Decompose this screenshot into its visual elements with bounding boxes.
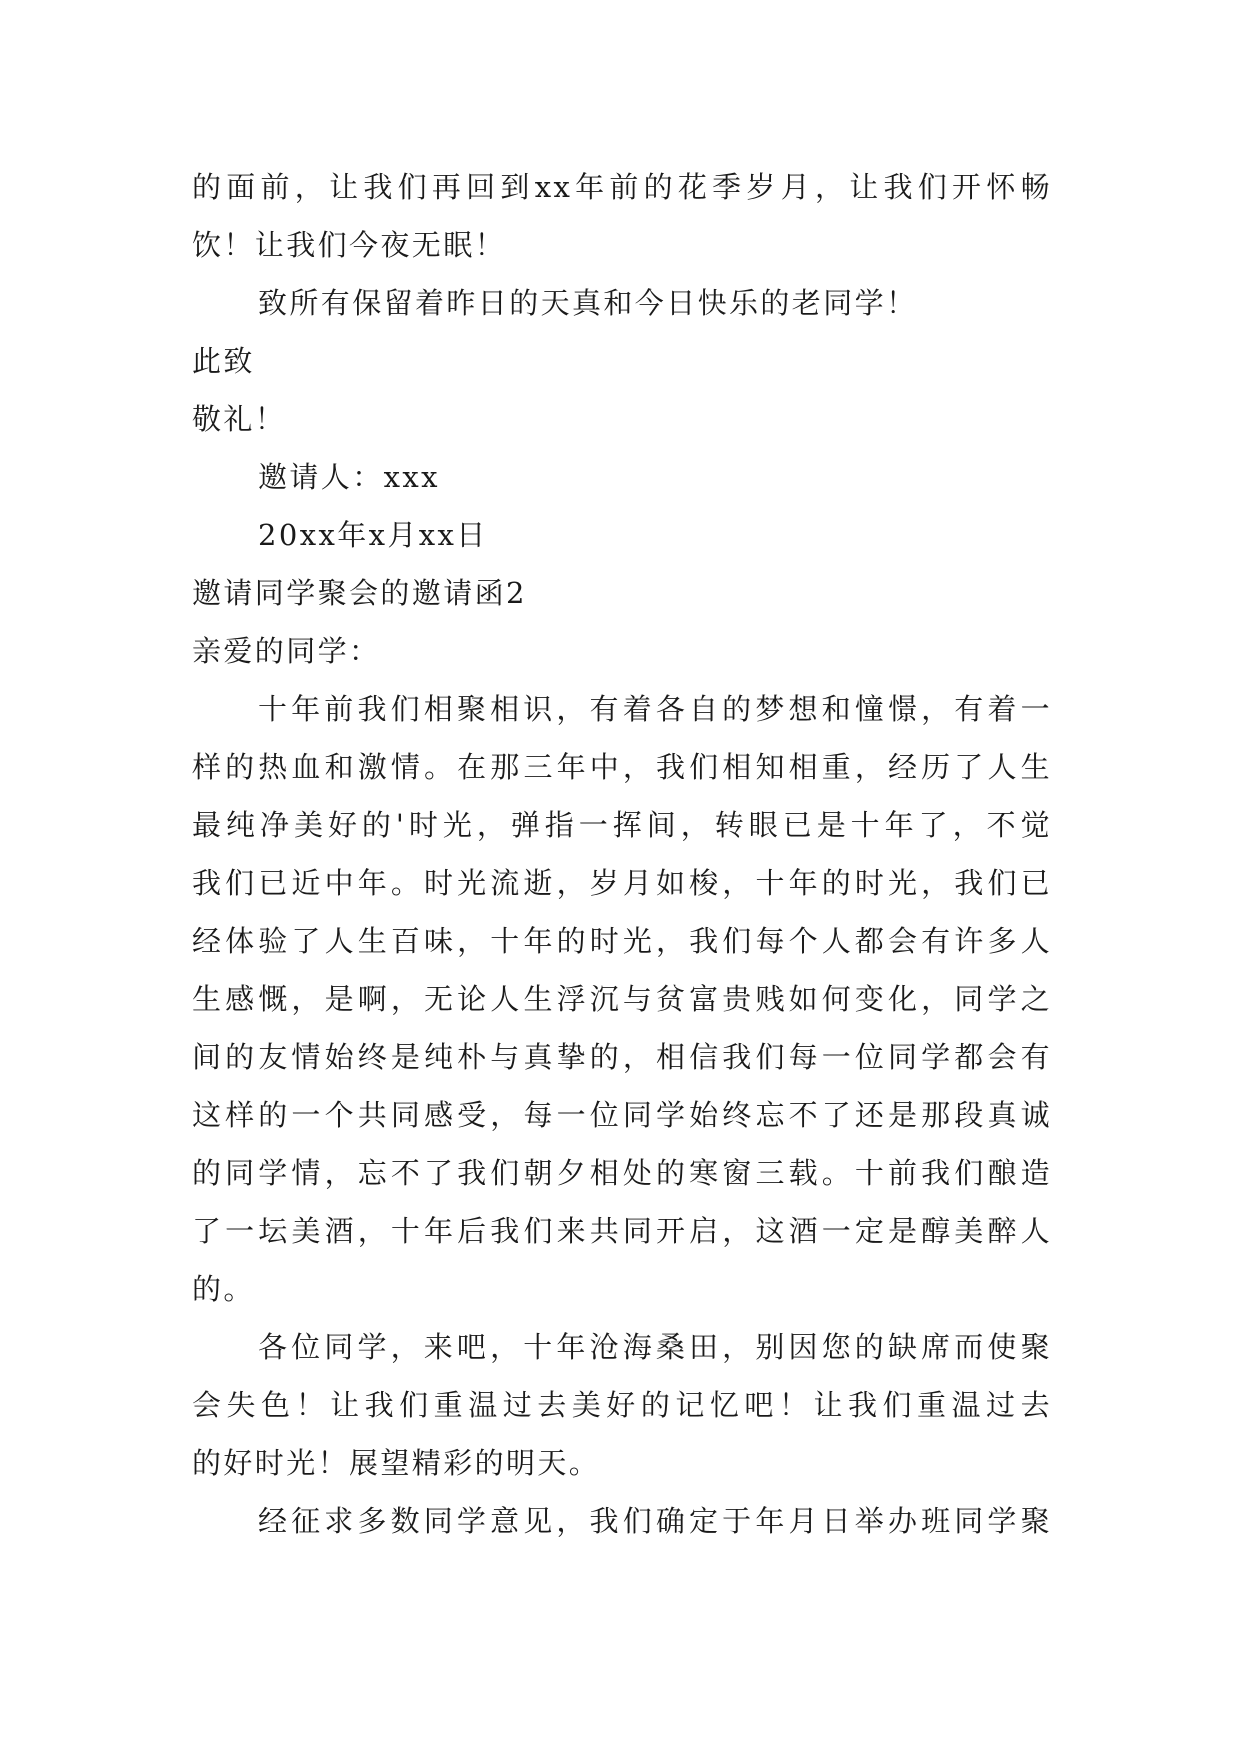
document-body <box>192 158 1052 1550</box>
text-line: 了一坛美酒，十年后我们来共同开启，这酒一定是醇美醉人 <box>192 1214 1052 1248</box>
text-line: 样的热血和激情。在那三年中，我们相知相重，经历了人生 <box>192 750 1052 784</box>
text-line: 经征求多数同学意见，我们确定于年月日举办班同学聚 <box>258 1504 1052 1538</box>
text-line: 间的友情始终是纯朴与真挚的，相信我们每一位同学都会有 <box>192 1040 1052 1074</box>
text-line: 致所有保留着昨日的天真和今日快乐的老同学！ <box>258 286 918 320</box>
text-line: 的好时光！展望精彩的明天。 <box>192 1446 601 1480</box>
text-line: 此致 <box>192 344 255 378</box>
text-line: 的。 <box>192 1272 255 1306</box>
text-line: 亲爱的同学： <box>192 634 381 668</box>
text-line: 的面前，让我们再回到xx年前的花季岁月，让我们开怀畅 <box>192 170 1052 204</box>
text-line: 邀请人：xxx <box>258 460 440 494</box>
text-line: 生感慨，是啊，无论人生浮沉与贫富贵贱如何变化，同学之 <box>192 982 1052 1016</box>
text-line: 经体验了人生百味，十年的时光，我们每个人都会有许多人 <box>192 924 1052 958</box>
text-line: 敬礼！ <box>192 402 287 436</box>
text-line: 我们已近中年。时光流逝，岁月如梭，十年的时光，我们已 <box>192 866 1052 900</box>
text-line: 饮！让我们今夜无眠！ <box>192 228 507 262</box>
text-line: 各位同学，来吧，十年沧海桑田，别因您的缺席而使聚 <box>258 1330 1052 1364</box>
text-line: 的同学情，忘不了我们朝夕相处的寒窗三载。十前我们酿造 <box>192 1156 1052 1190</box>
text-line: 这样的一个共同感受，每一位同学始终忘不了还是那段真诚 <box>192 1098 1052 1132</box>
text-line: 会失色！让我们重温过去美好的记忆吧！让我们重温过去 <box>192 1388 1052 1422</box>
text-line: 十年前我们相聚相识，有着各自的梦想和憧憬，有着一 <box>258 692 1052 726</box>
text-line: 最纯净美好的'时光，弹指一挥间，转眼已是十年了，不觉 <box>192 808 1052 842</box>
text-line: 20xx年x月xx日 <box>258 518 488 552</box>
text-line: 邀请同学聚会的邀请函2 <box>192 576 527 610</box>
